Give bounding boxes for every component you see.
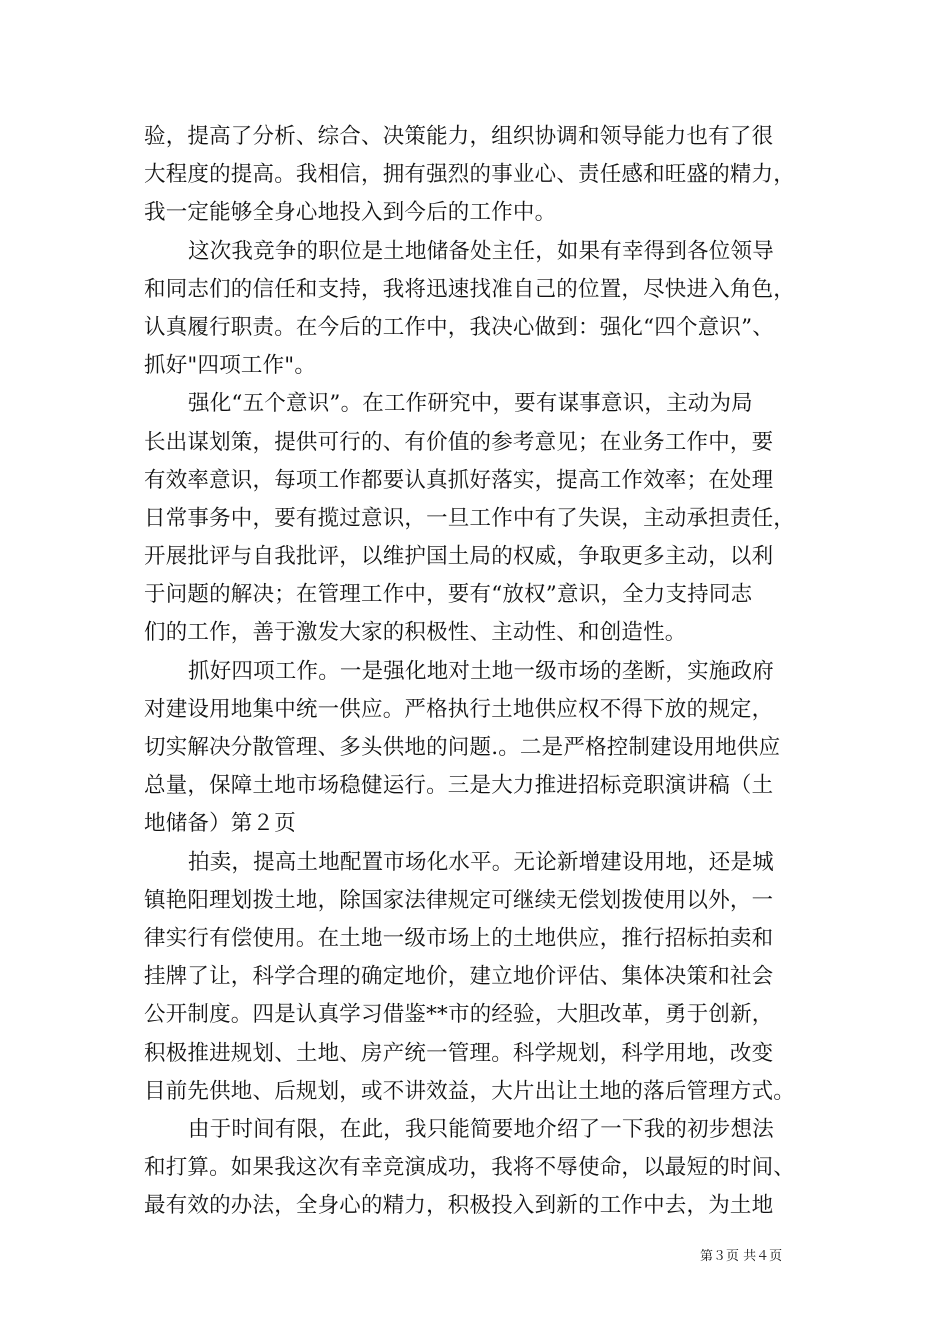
paragraph: [144, 233, 806, 386]
text-line: 镇艳阳理划拨土地，除国家法律规定可继续无偿划拨使用以外，一: [144, 887, 774, 913]
text-line: 最有效的办法，全身心的精力，积极投入到新的工作中去，为土地: [144, 1193, 774, 1219]
text-line: 拍卖，提高土地配置市场化水平。无论新增建设用地，还是城: [188, 849, 774, 875]
text-line: 积极推进规划、土地、房产统一管理。科学规划，科学用地，改变: [144, 1040, 774, 1066]
text-line: 抓好"四项工作"。: [144, 353, 317, 379]
text-line: 于问题的解决；在管理工作中，要有“放权”意识，全力支持同志: [144, 582, 753, 608]
text-line: 大程度的提高。我相信，拥有强烈的事业心、责任感和旺盛的精力，: [144, 162, 796, 188]
page-number-footer: 第３页 共４页: [700, 1249, 783, 1264]
paragraph: [144, 1111, 806, 1226]
text-line: 挂牌了让，科学合理的确定地价，建立地价评估、集体决策和社会: [144, 964, 774, 990]
text-line: 长出谋划策，提供可行的、有价值的参考意见；在业务工作中，要: [144, 429, 774, 455]
text-line: 抓好四项工作。一是强化地对土地一级市场的垄断，实施政府: [188, 658, 774, 684]
text-line: 们的工作，善于激发大家的积极性、主动性、和创造性。: [144, 620, 687, 646]
text-line: 我一定能够全身心地投入到今后的工作中。: [144, 200, 557, 226]
paragraph: [144, 118, 806, 233]
text-line: 目前先供地、后规划，或不讲效益，大片出让土地的落后管理方式。: [144, 1078, 796, 1104]
document-body: [144, 118, 806, 1225]
paragraph: [144, 653, 806, 844]
text-line: 由于时间有限，在此，我只能简要地介绍了一下我的初步想法: [188, 1116, 774, 1142]
text-line: 强化“五个意识”。在工作研究中，要有谋事意识，主动为局: [188, 391, 753, 417]
text-line: 总量，保障土地市场稳健运行。三是大力推进招标竞职演讲稿（土: [144, 773, 774, 799]
paragraph: [144, 844, 806, 1111]
text-line: 和打算。如果我这次有幸竞演成功，我将不辱使命，以最短的时间、: [144, 1155, 796, 1181]
text-line: 切实解决分散管理、多头供地的问题.。二是严格控制建设用地供应: [144, 735, 781, 760]
text-line: 有效率意识，每项工作都要认真抓好落实，提高工作效率；在处理: [144, 467, 774, 493]
text-line: 对建设用地集中统一供应。严格执行土地供应权不得下放的规定，: [144, 696, 774, 722]
text-line: 和同志们的信任和支持，我将迅速找准自己的位置，尽快进入角色，: [144, 276, 796, 302]
text-line: 律实行有偿使用。在土地一级市场上的土地供应，推行招标拍卖和: [144, 925, 774, 951]
text-line: 公开制度。四是认真学习借鉴**市的经验，大胆改革，勇于创新，: [144, 1002, 774, 1028]
text-line: 日常事务中，要有揽过意识，一旦工作中有了失误，主动承担责任，: [144, 505, 796, 531]
text-line: 地储备）第２页: [144, 811, 296, 837]
text-line: 开展批评与自我批评，以维护国土局的权威，争取更多主动，以利: [144, 544, 774, 570]
text-line: 认真履行职责。在今后的工作中，我决心做到：强化“四个意识”、: [144, 314, 774, 340]
paragraph: [144, 385, 806, 652]
text-line: 这次我竞争的职位是土地储备处主任，如果有幸得到各位领导: [188, 238, 774, 264]
text-line: 验，提高了分析、综合、决策能力，组织协调和领导能力也有了很: [144, 124, 774, 149]
